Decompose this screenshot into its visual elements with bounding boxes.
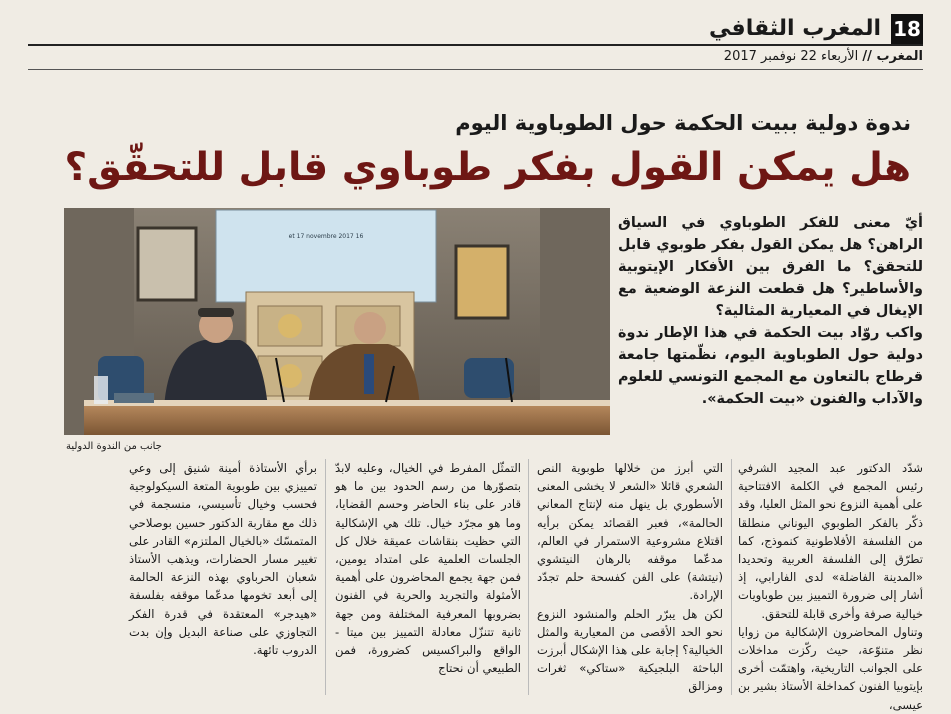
masthead-rule	[28, 44, 923, 46]
body-paragraph: التمثّل المفرط في الخيال، وعليه لابدّ بتصوّرها من رسم الحدود بين ما هو قادر على بناء الحاضر وحسم القضايا، وما هو مجرّد خيال. تلك هي الإشكالية التي حظيت بنقاشات عميقة خلال كل الجلسات العلمية على امتداد يومين، فمن جهة يجمع المحاضرون على أهمية الأمثولة والتجريد والحرية في الفنون بضروبها المعرفية المختلفة ومن جهة ثانية تتنزّل معادلة التمييز بين ميتا - الواقع والبراكسيس كضرورة، فمن الطبيعي أن نحتاج	[335, 461, 521, 676]
body-paragraph: لكن هل يبرّر الحلم والمنشود النزوع نحو الحد الأقصى من المعيارية والمثل الخيالية؟ إجابة على هذا الإشكال أبرزت الباحثة البلجيكية «ستاكي» ثغرات ومزالق	[537, 606, 723, 694]
article-kicker: ندوة دولية ببيت الحكمة حول الطوباوية اليوم	[455, 111, 911, 135]
body-paragraph: شدّد الدكتور عبد المجيد الشرفي رئيس المجمع في الكلمة الافتتاحية على أهمية النزوع نحو المثل العليا، وقد ذكّر بالفكر الطوبوي اليوناني منطلقا من الفلسفة الأفلاطونية كنموذج، كما تطرّق إلى الفلسفة العربية وتحديدا «المدينة الفاضلة» لدى الفارابي، إذ أشار إلى ضرورة التمييز بين طوباويات خيالية صرفة وأخرى قابلة للتحقق.	[738, 461, 923, 621]
photo-caption: جانب من الندوة الدولية	[66, 441, 162, 452]
article-lead	[618, 212, 923, 410]
dateline	[724, 48, 923, 66]
conference-photo-illustration	[64, 208, 610, 435]
dateline-rule	[28, 69, 923, 70]
section-title: المغرب الثقافي	[709, 16, 881, 41]
column-divider	[325, 459, 326, 695]
body-column-3	[335, 459, 521, 699]
column-divider	[731, 459, 732, 695]
body-paragraph: التي أبرز من خلالها طوبوية النص الشعري قائلا «الشعر لا يخشى المعنى الأسطوري بل ينهل منه لإنتاج المعاني الحالمة»، فعبر القصائد يمكن برأيه اقتلاع مشروعية الاستمرار في العالم، مدعّما موقفه بالرهان النيتشوي (نيتشة) على الفن كفسحة حلم تجدّد الإرادة.	[537, 461, 723, 603]
article-headline: هل يمكن القول بفكر طوباوي قابل للتحقّق؟	[64, 145, 911, 190]
page-number: 18	[891, 14, 923, 44]
brand-name: المغرب //	[862, 49, 923, 64]
lead-questions: أيّ معنى للفكر الطوباوي في السياق الراهن؟ هل يمكن القول بفكر طوبوي قابل للتحقق؟ ما الفرق بين الأفكار الإيتوبية والأساطير؟ هل قطعت النزعة الوضعية مع الإيغال في المعيارية المثالية؟	[618, 215, 923, 319]
body-column-1	[738, 459, 923, 712]
body-paragraph: وتناول المحاضرون الإشكالية من زوايا نظر متنوّعة، حيث ركّزت مداخلات على الجوانب التاريخية، واهتمّت أخرى بإيتوبيا الفنون كمداخلة الأستاذ بشير بن عيسى،	[738, 624, 923, 712]
body-column-2	[537, 459, 723, 699]
issue-date: الأربعاء 22 نوفمبر 2017	[723, 49, 859, 64]
banner-date-text: 16 et 17 novembre 2017	[288, 233, 364, 240]
lead-intro: واكب روّاد بيت الحكمة في هذا الإطار ندوة دولية حول الطوباوية اليوم، نظّمتها جامعة قرطاج بالتعاون مع المجمع التونسي للعلوم والآداب والفنون «بيت الحكمة».	[618, 325, 923, 407]
article-photo	[64, 208, 610, 435]
column-divider	[528, 459, 529, 695]
masthead	[28, 14, 923, 48]
body-column-4	[129, 459, 317, 699]
body-paragraph: برأي الأستاذة أمينة شنيق إلى وعي تمييزي بين طوبوية المتعة السيكولوجية فحسب وخيال تأسيسي، منسجمة في ذلك مع مقاربة الدكتور حسين بوصلاحي المتمسّك «بالخيال الملتزم» القادر على تغيير مسار الحضارات، ويذهب الأستاذ شعبان الحرباوي بهذه النزعة الحالمة إلى أبعد تخومها مدعّما موقفه بفلسفة «هيدجر» المعتقدة في قدرة الفكر التجاوزي على صناعة البديل وإن بدت الدروب تائهة.	[129, 461, 317, 658]
